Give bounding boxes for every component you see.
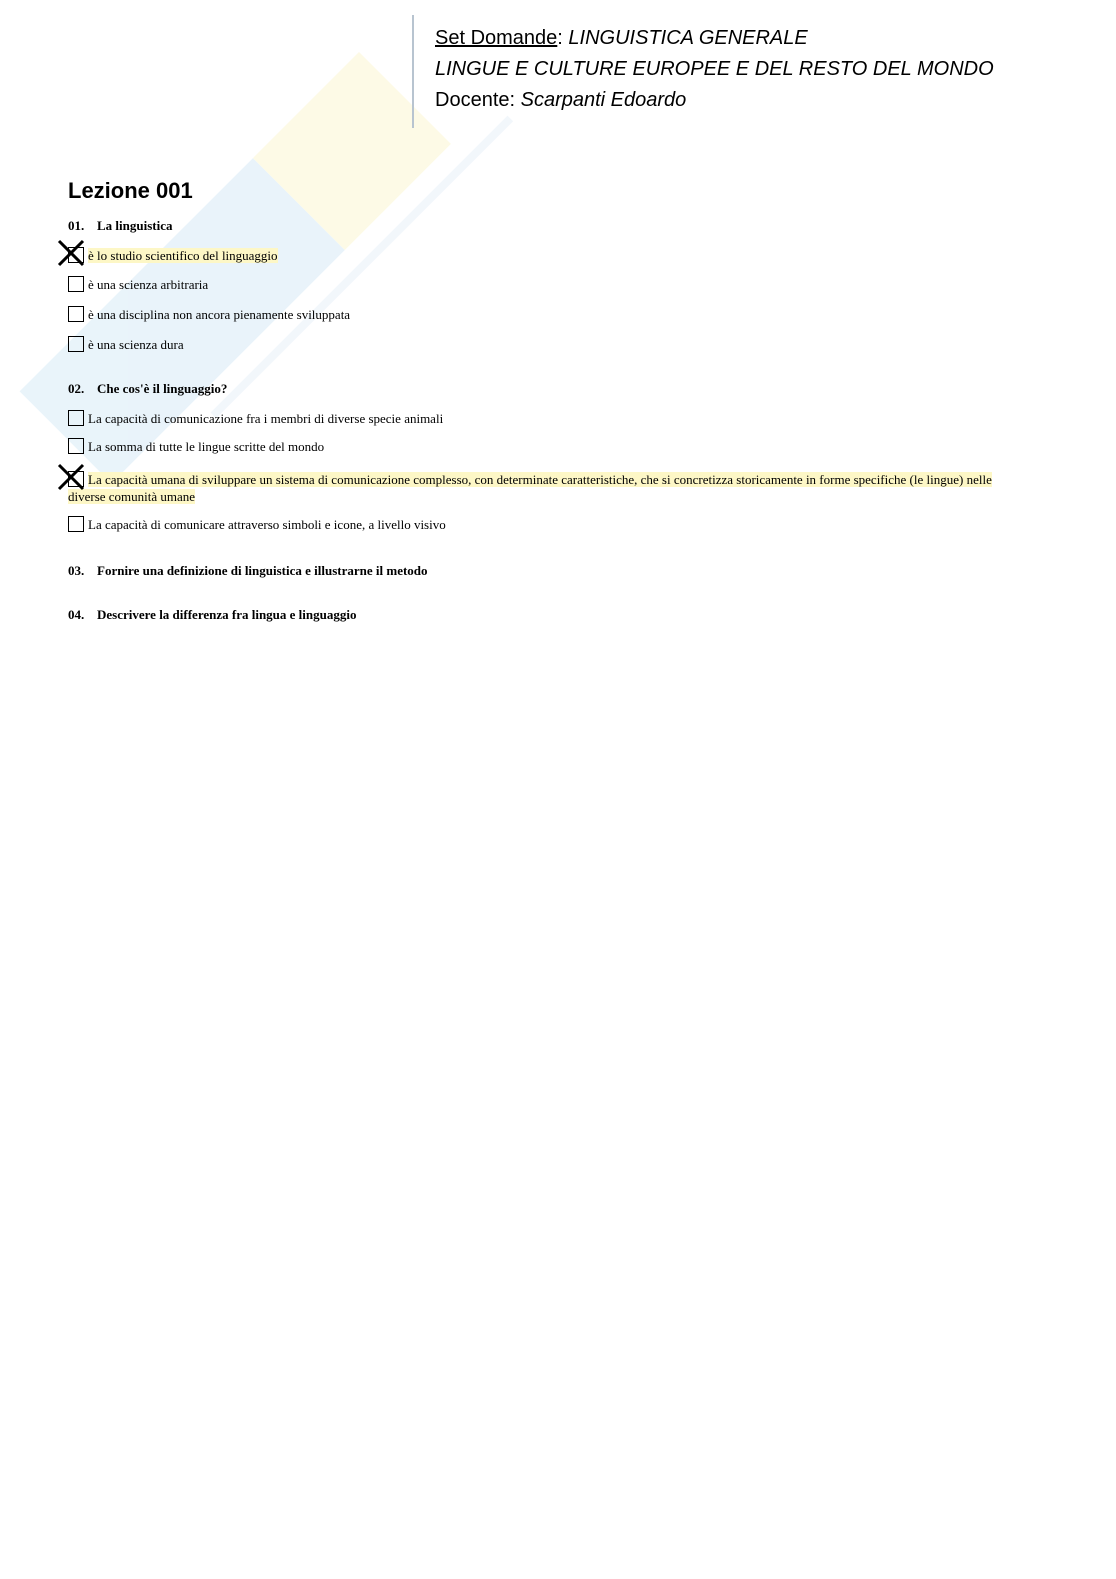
set-sep: : — [557, 27, 569, 49]
option — [68, 306, 350, 323]
question-text: La linguistica — [97, 218, 173, 233]
question-text: Descrivere la differenza fra lingua e linguaggio — [97, 607, 357, 622]
option — [68, 336, 184, 353]
option — [68, 247, 278, 264]
header-divider — [412, 15, 414, 128]
checkbox[interactable] — [68, 306, 84, 322]
question-text: Che cos'è il linguaggio? — [97, 381, 228, 396]
question-02 — [68, 381, 227, 397]
cross-mark-icon — [57, 239, 85, 267]
option-text: è una disciplina non ancora pienamente sviluppata — [88, 307, 351, 322]
option-text: La capacità di comunicazione fra i membri di diverse specie animali — [88, 411, 444, 426]
checkbox[interactable] — [68, 276, 84, 292]
option — [68, 438, 324, 455]
checkbox[interactable] — [68, 516, 84, 532]
option-text: è lo studio scientifico del linguaggio — [88, 248, 278, 263]
checkbox[interactable] — [68, 336, 84, 352]
question-04 — [68, 607, 356, 623]
cross-mark-icon — [57, 463, 85, 491]
question-03 — [68, 563, 428, 579]
question-text: Fornire una definizione di linguistica e illustrarne il metodo — [97, 563, 428, 578]
checkbox[interactable] — [68, 438, 84, 454]
option-text: è una scienza arbitraria — [88, 277, 209, 292]
option-text: La somma di tutte le lingue scritte del mondo — [88, 439, 325, 454]
option — [68, 471, 1028, 505]
question-number: 04. — [68, 607, 85, 622]
teacher-label: Docente: — [435, 89, 521, 111]
question-number: 01. — [68, 218, 85, 233]
question-number: 02. — [68, 381, 85, 396]
option — [68, 516, 446, 533]
course-name: LINGUISTICA GENERALE — [568, 27, 808, 49]
teacher-name: Scarpanti Edoardo — [520, 89, 687, 111]
checkbox-checked[interactable] — [68, 471, 84, 487]
option-text: è una scienza dura — [88, 337, 184, 352]
lesson-title: Lezione 001 — [68, 178, 193, 203]
checkbox-checked[interactable] — [68, 247, 84, 263]
header-set — [435, 26, 808, 50]
option — [68, 410, 443, 427]
checkbox[interactable] — [68, 410, 84, 426]
option-text: La capacità di comunicare attraverso simboli e icone, a livello visivo — [88, 517, 446, 532]
option-text: La capacità umana di sviluppare un sistema di comunicazione complesso, con determinate caratteristiche, che si concretizza storicamente in forme specifiche (le lingue) nelle diverse comunità umane — [68, 472, 992, 504]
degree-name: LINGUE E CULTURE EUROPEE E DEL RESTO DEL MONDO — [435, 58, 994, 80]
header-teacher — [435, 88, 686, 112]
question-number: 03. — [68, 563, 85, 578]
set-label: Set Domande — [435, 27, 558, 49]
question-01 — [68, 218, 173, 234]
option — [68, 276, 208, 293]
